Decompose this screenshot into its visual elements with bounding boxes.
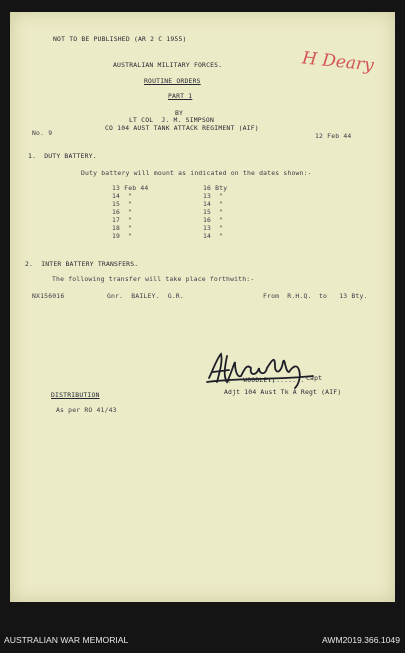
handwritten-name: H Deary [301,48,375,76]
duty-battery: 16 Bty [203,184,228,192]
distribution-label: DISTRIBUTION [51,391,100,399]
section2-text: The following transfer will take place forthwith:- [52,275,255,283]
transfer-to: to 13 Bty. [319,292,368,300]
unit-name: CO 104 AUST TANK ATTACK REGIMENT (AIF) [105,124,259,132]
commander: LT COL J. M. SIMPSON [129,116,214,124]
duty-date: 19 " [112,232,133,240]
duty-battery: 14 " [203,200,224,208]
duty-date: 17 " [112,216,133,224]
signature-rank: Capt [306,374,323,382]
duty-date: 16 " [112,208,133,216]
footer-institution: AUSTRALIAN WAR MEMORIAL [4,635,129,645]
document-page: NOT TO BE PUBLISHED (AR 2 C 1955) H Deary AUSTRALIAN MILITARY FORCES. ROUTINE ORDERS PART 1 BY LT COL J. M. SIMPSON CO 104 AUST TANK ATTACK REGIMENT (AIF) No. 9 12 Feb 44 1. DUTY BATTERY. Duty battery will mount as indicated on the dates shown:- 13 Feb 44 16 Bty 14 " 13 " 15 " 14 " 16 " 15 " 17 " 16 " 18 " 13 " 19 " 14 " 2. INTER BATTERY TRANSFERS. The following transfer will take place forthwith:- NX156016 Gnr. BAILEY. G.R. From R.H.Q. to 13 Bty. ( WOODLEY) ......... Capt Adjt 104 Aust Tk A Regt (AIF) DISTRIBUTION As per RO 41/43 [10,12,395,602]
duty-battery: 14 " [203,232,224,240]
order-date: 12 Feb 44 [315,132,352,140]
signature-name: ( WOODLEY) [227,376,276,384]
duty-date: 18 " [112,224,133,232]
duty-date: 13 Feb 44 [112,184,149,192]
duty-battery: 13 " [203,192,224,200]
heading-part: PART 1 [168,92,193,100]
signature-title: Adjt 104 Aust Tk A Regt (AIF) [224,388,342,396]
distribution-text: As per RO 41/43 [56,406,117,414]
section2-title: 2. INTER BATTERY TRANSFERS. [25,260,139,268]
order-number: No. 9 [32,129,53,137]
transfer-from: From R.H.Q. [263,292,312,300]
duty-battery: 13 " [203,224,224,232]
section1-title: 1. DUTY BATTERY. [28,152,97,160]
signature-image [205,348,323,392]
duty-date: 14 " [112,192,133,200]
heading-military-forces: AUSTRALIAN MILITARY FORCES. [113,61,223,69]
transfer-number: NX156016 [32,292,65,300]
duty-date: 15 " [112,200,133,208]
section1-text: Duty battery will mount as indicated on the dates shown:- [81,169,312,177]
footer-accession-number: AWM2019.366.1049 [321,635,400,645]
by-line: BY [175,109,184,117]
heading-routine-orders: ROUTINE ORDERS [144,77,201,85]
transfer-name: Gnr. BAILEY. G.R. [107,292,184,300]
duty-battery: 15 " [203,208,224,216]
security-heading: NOT TO BE PUBLISHED (AR 2 C 1955) [53,35,187,43]
duty-battery: 16 " [203,216,224,224]
